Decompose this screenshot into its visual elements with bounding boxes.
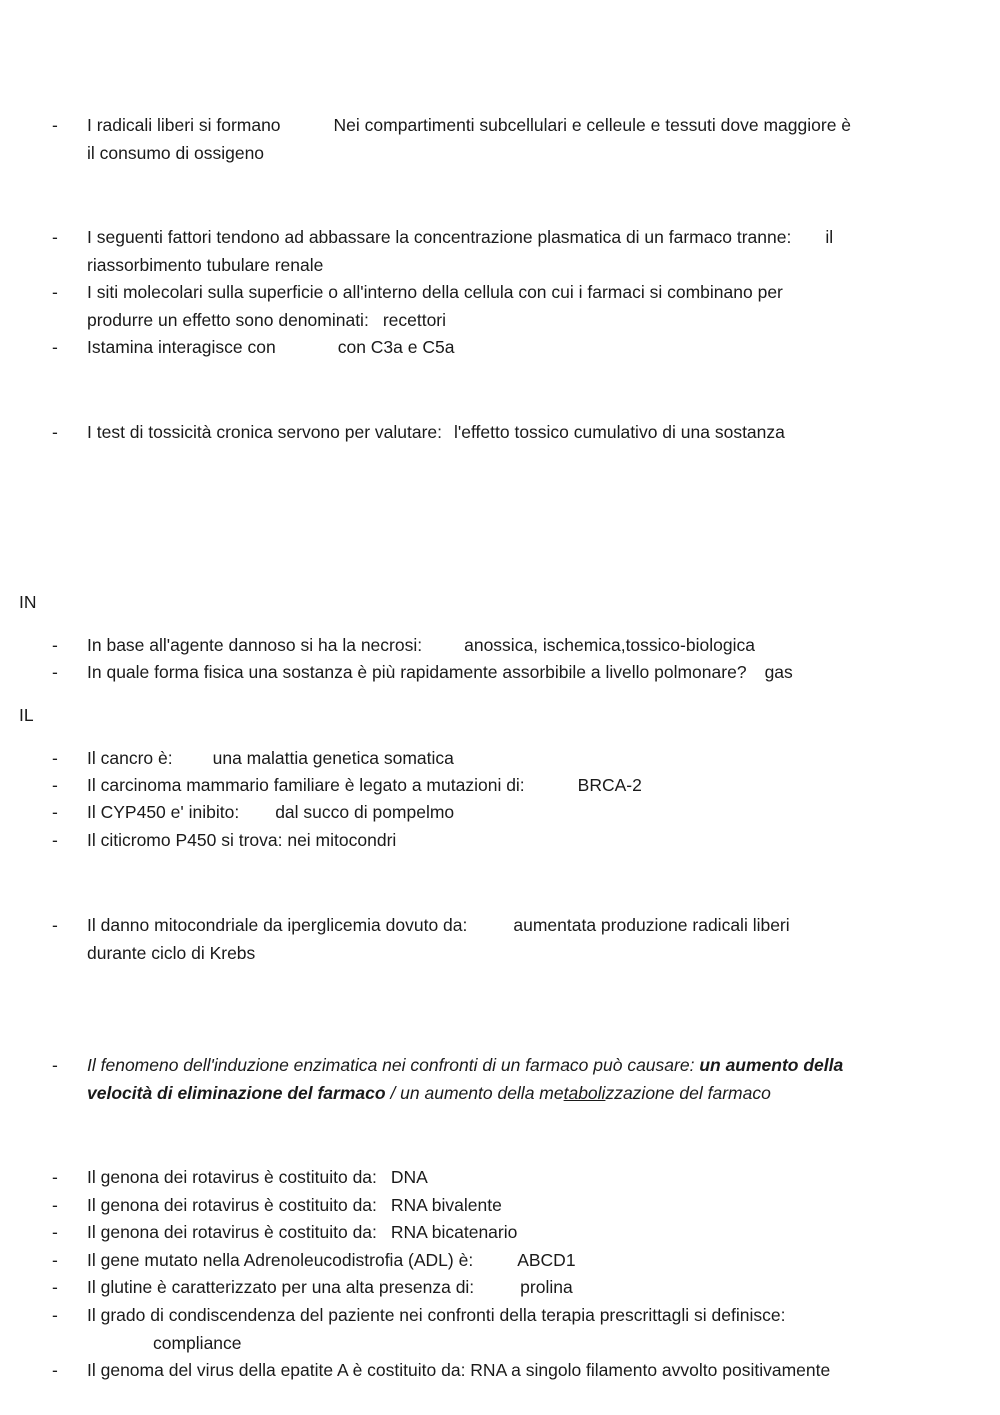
answer-alt-text-end: zzazione del farmaco <box>605 1083 771 1103</box>
bullet-dash: - <box>52 1277 58 1297</box>
bullet-dash: - <box>52 422 58 442</box>
bullet-dash: - <box>52 1222 58 1242</box>
question-text: Il cancro è: <box>87 748 173 768</box>
answer-bold-text: un aumento della <box>699 1055 844 1075</box>
answer-text: con C3a e C5a <box>337 337 455 357</box>
bullet-dash: - <box>52 802 58 822</box>
question-text-continued: produrre un effetto sono denominati: <box>87 310 369 330</box>
question-text: I test di tossicità cronica servono per valutare: <box>87 422 443 442</box>
question-text: Il gene mutato nella Adrenoleucodistrofia (ADL) è: <box>87 1250 474 1270</box>
bullet-dash: - <box>52 775 58 795</box>
bullet-dash: - <box>52 830 58 850</box>
answer-text-continued: riassorbimento tubulare renale <box>87 255 324 275</box>
question-text: In base all'agente dannoso si ha la necrosi: <box>87 635 423 655</box>
section-heading-in: IN <box>19 592 37 612</box>
answer-text: ABCD1 <box>517 1250 576 1270</box>
question-text: Il danno mitocondriale da iperglicemia dovuto da: <box>87 915 468 935</box>
bullet-dash: - <box>52 282 58 302</box>
bullet-dash: - <box>52 1305 58 1325</box>
bullet-dash: - <box>52 227 58 247</box>
question-text: Il grado di condiscendenza del paziente nei confronti della terapia prescrittagli si definisce: <box>87 1305 786 1325</box>
bullet-dash: - <box>52 635 58 655</box>
question-text: Il genona dei rotavirus è costituito da: <box>87 1167 377 1187</box>
answer-text: RNA bicatenario <box>390 1222 518 1242</box>
bullet-dash: - <box>52 115 58 135</box>
bullet-dash: - <box>52 1195 58 1215</box>
question-text: Il glutine è caratterizzato per una alta presenza di: <box>87 1277 475 1297</box>
answer-text-continued: il consumo di ossigeno <box>87 143 265 163</box>
answer-text: dal succo di pompelmo <box>275 802 455 822</box>
question-text: Il genoma del virus della epatite A è costituito da: RNA a singolo filamento avvolto positivamente <box>87 1360 831 1380</box>
question-text: Il citicromo P450 si trova: nei mitocondri <box>87 830 397 850</box>
question-text: Il CYP450 e' inibito: <box>87 802 240 822</box>
bullet-dash: - <box>52 1250 58 1270</box>
bullet-dash: - <box>52 662 58 682</box>
question-text: I radicali liberi si formano <box>87 115 281 135</box>
bullet-dash: - <box>52 1055 58 1075</box>
answer-underlined-text: taboli <box>563 1083 606 1103</box>
question-text: In quale forma fisica una sostanza è più rapidamente assorbibile a livello polmonare? <box>87 662 747 682</box>
section-heading-il: IL <box>19 705 34 725</box>
question-text: Il genona dei rotavirus è costituito da: <box>87 1195 377 1215</box>
question-text: Istamina interagisce con <box>87 337 276 357</box>
answer-text: recettori <box>382 310 447 330</box>
answer-text: l'effetto tossico cumulativo di una sostanza <box>454 422 785 442</box>
answer-text: compliance <box>153 1333 242 1353</box>
bullet-dash: - <box>52 748 58 768</box>
answer-text: BRCA-2 <box>577 775 642 795</box>
answer-text: una malattia genetica somatica <box>212 748 454 768</box>
question-text: I seguenti fattori tendono ad abbassare la concentrazione plasmatica di un farmaco tranne: <box>87 227 792 247</box>
answer-text: prolina <box>520 1277 573 1297</box>
answer-text: aumentata produzione radicali liberi <box>513 915 790 935</box>
question-text: I siti molecolari sulla superficie o all'interno della cellula con cui i farmaci si combinano per <box>87 282 783 302</box>
bullet-dash: - <box>52 337 58 357</box>
answer-text: gas <box>764 662 793 682</box>
answer-text-continued: durante ciclo di Krebs <box>87 943 256 963</box>
answer-text: anossica, ischemica,tossico-biologica <box>464 635 755 655</box>
question-text: Il fenomeno dell'induzione enzimatica nei confronti di un farmaco può causare: <box>87 1055 695 1075</box>
question-text: Il genona dei rotavirus è costituito da: <box>87 1222 377 1242</box>
answer-text: il <box>825 227 834 247</box>
answer-bold-text-continued: velocità di eliminazione del farmaco <box>87 1083 386 1103</box>
answer-text: DNA <box>390 1167 428 1187</box>
bullet-dash: - <box>52 915 58 935</box>
answer-text: Nei compartimenti subcellulari e celleule e tessuti dove maggiore è <box>333 115 852 135</box>
answer-text: RNA bivalente <box>390 1195 502 1215</box>
bullet-dash: - <box>52 1360 58 1380</box>
answer-alt-text: / un aumento della me <box>385 1083 564 1103</box>
bullet-dash: - <box>52 1167 58 1187</box>
question-text: Il carcinoma mammario familiare è legato a mutazioni di: <box>87 775 525 795</box>
